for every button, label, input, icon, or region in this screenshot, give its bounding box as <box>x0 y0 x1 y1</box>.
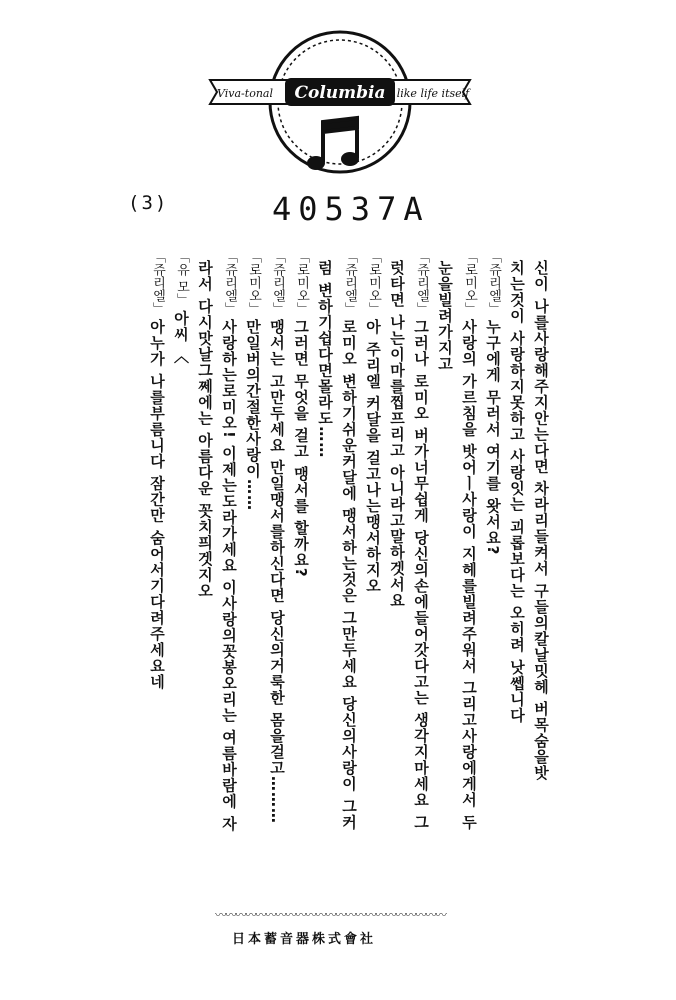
lyric-line <box>434 260 452 372</box>
lyric-text: 눈을빌려가지고 <box>436 260 454 372</box>
divider-wave: 〰〰〰〰〰〰〰〰〰〰〰〰〰〰〰〰〰〰〰〰〰〰〰 <box>215 908 446 922</box>
speaker-label: 「쥬리엘」 <box>270 250 285 315</box>
lyric-text: 라서 다시맛날그쩨에는 아름다운 꼿치픠겟지오 <box>196 260 214 599</box>
lyric-text: 누구에게 무러서 여기를 왓서요? <box>484 319 502 556</box>
lyric-line <box>242 250 260 511</box>
lyric-line <box>362 250 380 594</box>
speaker-label: 「로미오」 <box>462 250 477 315</box>
lyric-text: 럿타면 나는이마를찝프리고 아니라고말하겟서요 <box>388 260 406 609</box>
lyric-line <box>482 250 500 555</box>
lyric-line <box>410 250 428 830</box>
lyric-text: 만일버의간절한사랑이…… <box>244 319 262 511</box>
lyric-line <box>290 250 308 578</box>
lyric-line <box>338 250 356 830</box>
speaker-label: 「쥬리엘」 <box>414 250 429 315</box>
lyric-line <box>458 250 476 830</box>
lyric-line <box>530 260 548 781</box>
company-name: 日本蓄音器株式會社 <box>232 932 377 947</box>
lyric-text: 로미오 변하기쉬운커달에 맹서하는것은 그만두세요 당신의사랑이 그커 <box>340 319 358 831</box>
lyric-text: 신이 나를사랑해주지안는다면 차라리들켜서 구들의칼날밋헤 버목숨을밧 <box>532 260 550 781</box>
lyric-text: 아누가 나를부름니다 잠간만 숨어서기다려주세요네 <box>148 319 166 690</box>
lyric-line <box>314 260 332 458</box>
speaker-label: 「유 모」 <box>174 250 189 307</box>
speaker-label: 「쥬리엘」 <box>150 250 165 315</box>
logo-brand: Columbia <box>294 83 386 103</box>
lyric-text: 사랑하는로미오! 이제는도라가세요 이사랑의꼿봉오리는 여름바람에 자 <box>220 319 238 832</box>
lyric-text: 그러나 로미오 버가너무쉽게 당신의손에들어갓다고는 생각지마세요 그 <box>412 319 430 831</box>
speaker-label: 「쥬리엘」 <box>222 250 237 315</box>
lyric-text: 아 주리엘 커달을 걸고나는맹서하지오 <box>364 319 382 594</box>
speaker-label: 「로미오」 <box>246 250 261 315</box>
lyric-text: 사랑의 가르침을 밧어ㅣ사랑이 지헤를빌려주워서 그리고사랑에게서 두 <box>460 319 478 831</box>
speaker-label: 「쥬리엘」 <box>342 250 357 315</box>
lyric-text: 럼 변하기쉽다면몰라도…… <box>316 260 334 459</box>
record-number: 40537A <box>272 190 430 228</box>
speaker-label: 「로미오」 <box>366 250 381 315</box>
logo-left-banner: Viva-tonal <box>217 87 273 100</box>
logo-right-banner: like life itself <box>396 87 470 100</box>
lyric-text: 그러면 무엇을 걸고 맹서를 할까요? <box>292 319 310 578</box>
logo-emblem <box>205 30 475 180</box>
lyric-text: 아씨 〈 <box>172 310 190 365</box>
music-note-icon <box>307 118 359 170</box>
lyric-text: 치는것이 사랑하지못하고 사랑잇는 괴롭보다는 오히려 낫쎕니다 <box>508 260 526 724</box>
lyric-line <box>218 250 236 832</box>
lyric-line <box>266 250 284 824</box>
speaker-label: 「로미오」 <box>294 250 309 315</box>
lyric-line <box>146 250 164 690</box>
lyric-line <box>194 260 212 599</box>
lyric-line <box>170 250 188 364</box>
lyric-line <box>386 260 404 608</box>
lyric-line <box>506 260 524 723</box>
speaker-label: 「쥬리엘」 <box>486 250 501 315</box>
page-number: (3) <box>128 192 169 214</box>
columbia-logo <box>0 30 676 180</box>
lyric-text: 맹서는 고만두세요 만일맹서를하신다면 당신의거룩한 몸을걸고……… <box>268 319 286 824</box>
